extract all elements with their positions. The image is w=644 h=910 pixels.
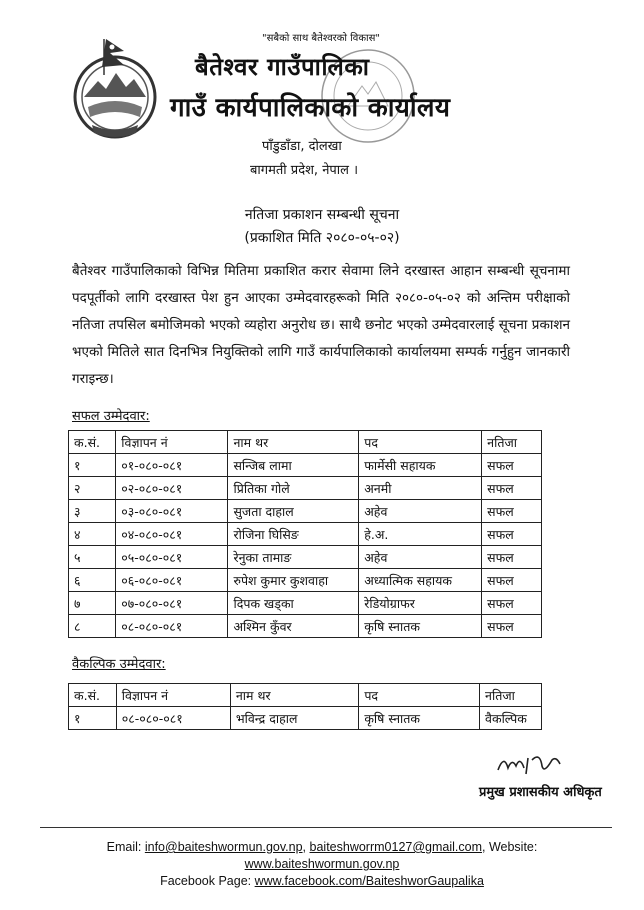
successful-candidates-table: [68, 430, 542, 638]
table-cell: ०८-०८०-०८१: [116, 707, 230, 730]
table-cell: रोजिना घिसिङ: [228, 523, 359, 546]
email-label: Email:: [106, 840, 142, 854]
column-header: नाम थर: [230, 684, 358, 707]
table-cell: ८: [69, 615, 116, 638]
column-header: क.सं.: [69, 684, 117, 707]
table-cell: वैकल्पिक: [480, 707, 542, 730]
alternate-candidates-heading: वैकल्पिक उम्मेदवार:: [72, 657, 166, 672]
table-cell: ०६-०८०-०८१: [116, 569, 228, 592]
table-header-row: [69, 431, 542, 454]
table-cell: ४: [69, 523, 116, 546]
table-cell: २: [69, 477, 116, 500]
facebook-link[interactable]: www.facebook.com/BaiteshworGaupalika: [254, 874, 484, 888]
table-cell: सफल: [482, 500, 542, 523]
table-cell: प्रितिका गोले: [228, 477, 359, 500]
footer-website-line: [0, 857, 644, 871]
notice-published-date: (प्रकाशित मिति २०८०-०५-०२): [244, 230, 400, 246]
table-row: [69, 546, 542, 569]
column-header: विज्ञापन नं: [116, 431, 228, 454]
column-header: क.सं.: [69, 431, 116, 454]
footer-contact-line: [0, 840, 644, 854]
handwritten-signature: [494, 750, 564, 780]
column-header: पद: [359, 431, 482, 454]
table-header-row: [69, 684, 542, 707]
email-link-1[interactable]: info@baiteshwormun.gov.np: [144, 840, 303, 854]
table-cell: रेनुका तामाङ: [228, 546, 359, 569]
email-separator: ,: [302, 840, 307, 854]
table-cell: सफल: [482, 454, 542, 477]
municipality-logo-icon: [70, 35, 160, 153]
table-cell: ०४-०८०-०८१: [116, 523, 228, 546]
table-row: [69, 523, 542, 546]
table-cell: सफल: [482, 569, 542, 592]
table-row: [69, 477, 542, 500]
table-cell: ६: [69, 569, 116, 592]
table-cell: ३: [69, 500, 116, 523]
table-cell: फार्मेसी सहायक: [359, 454, 482, 477]
column-header: नतिजा: [482, 431, 542, 454]
table-cell: कृषि स्नातक: [359, 615, 482, 638]
table-row: [69, 569, 542, 592]
notice-body: बैतेश्वर गाउँपालिकाको विभिन्न मितिमा प्रकाशित करार सेवामा लिने दरखास्त आहान सम्बन्धी सूचनामा पदपूर्तीको लागि दरखास्त पेश हुन आएका उम्मेदवारहरूको मिति २०८०-०५-०२ को अन्तिम परीक्षाको नतिजा तपसिल बमोजिमको भएको व्यहोरा अनुरोध छ। साथै छनोट भएको उम्मेदवारलाई सूचना प्रकाशन भएको मितिले सात दिनभित्र नियुक्तिको लागि गाउँ कार्यपालिकाको कार्यालयमा सम्पर्क गर्नुहुन जानकारी गराइन्छ।: [72, 263, 570, 387]
table-cell: दिपक खड्का: [228, 592, 359, 615]
table-cell: सफल: [482, 615, 542, 638]
email-link-2[interactable]: baiteshworrm0127@gmail.com: [309, 840, 482, 854]
table-cell: सुजता दाहाल: [228, 500, 359, 523]
table-cell: ०१-०८०-०८१: [116, 454, 228, 477]
table-row: [69, 707, 542, 730]
table-cell: अहेव: [359, 546, 482, 569]
facebook-label: Facebook Page:: [160, 874, 252, 888]
table-cell: रेडियोग्राफर: [359, 592, 482, 615]
footer-facebook-line: [0, 874, 644, 888]
table-cell: सफल: [482, 477, 542, 500]
motto: "सबैको साथ बैतेश्वरको विकास": [262, 33, 380, 44]
column-header: नतिजा: [480, 684, 542, 707]
address-line-2: बागमती प्रदेश, नेपाल ।: [250, 163, 359, 178]
website-label: , Website:: [482, 840, 538, 854]
alternate-candidates-table: [68, 683, 542, 730]
notice-title: नतिजा प्रकाशन सम्बन्धी सूचना: [244, 207, 400, 223]
table-row: [69, 592, 542, 615]
signer-title: प्रमुख प्रशासकीय अधिकृत: [479, 785, 602, 800]
table-cell: ०३-०८०-०८१: [116, 500, 228, 523]
successful-candidates-heading: सफल उम्मेदवार:: [72, 409, 150, 424]
table-cell: अध्यात्मिक सहायक: [359, 569, 482, 592]
table-cell: भविन्द्र दाहाल: [230, 707, 358, 730]
table-row: [69, 615, 542, 638]
table-cell: १: [69, 707, 117, 730]
table-row: [69, 454, 542, 477]
table-cell: ०७-०८०-०८१: [116, 592, 228, 615]
column-header: विज्ञापन नं: [116, 684, 230, 707]
column-header: नाम थर: [228, 431, 359, 454]
table-cell: रुपेश कुमार कुशवाहा: [228, 569, 359, 592]
column-header: पद: [359, 684, 480, 707]
table-cell: १: [69, 454, 116, 477]
table-cell: अनमी: [359, 477, 482, 500]
table-cell: ०५-०८०-०८१: [116, 546, 228, 569]
table-cell: सन्जिब लामा: [228, 454, 359, 477]
table-cell: हे.अ.: [359, 523, 482, 546]
footer-divider: [40, 827, 612, 828]
website-link[interactable]: www.baiteshwormun.gov.np: [244, 857, 400, 871]
table-cell: सफल: [482, 592, 542, 615]
table-row: [69, 500, 542, 523]
table-cell: सफल: [482, 523, 542, 546]
table-cell: ५: [69, 546, 116, 569]
office-name: गाउँ कार्यपालिकाको कार्यालय: [170, 93, 451, 123]
table-cell: अहेव: [359, 500, 482, 523]
table-cell: कृषि स्नातक: [359, 707, 480, 730]
table-cell: ०२-०८०-०८१: [116, 477, 228, 500]
table-cell: सफल: [482, 546, 542, 569]
organization-name: बैतेश्वर गाउँपालिका: [195, 53, 370, 81]
table-cell: ०८-०८०-०८१: [116, 615, 228, 638]
address-line-1: पाँडुडाँडा, दोलखा: [262, 139, 342, 154]
table-cell: अश्मिन कुँवर: [228, 615, 359, 638]
table-cell: ७: [69, 592, 116, 615]
